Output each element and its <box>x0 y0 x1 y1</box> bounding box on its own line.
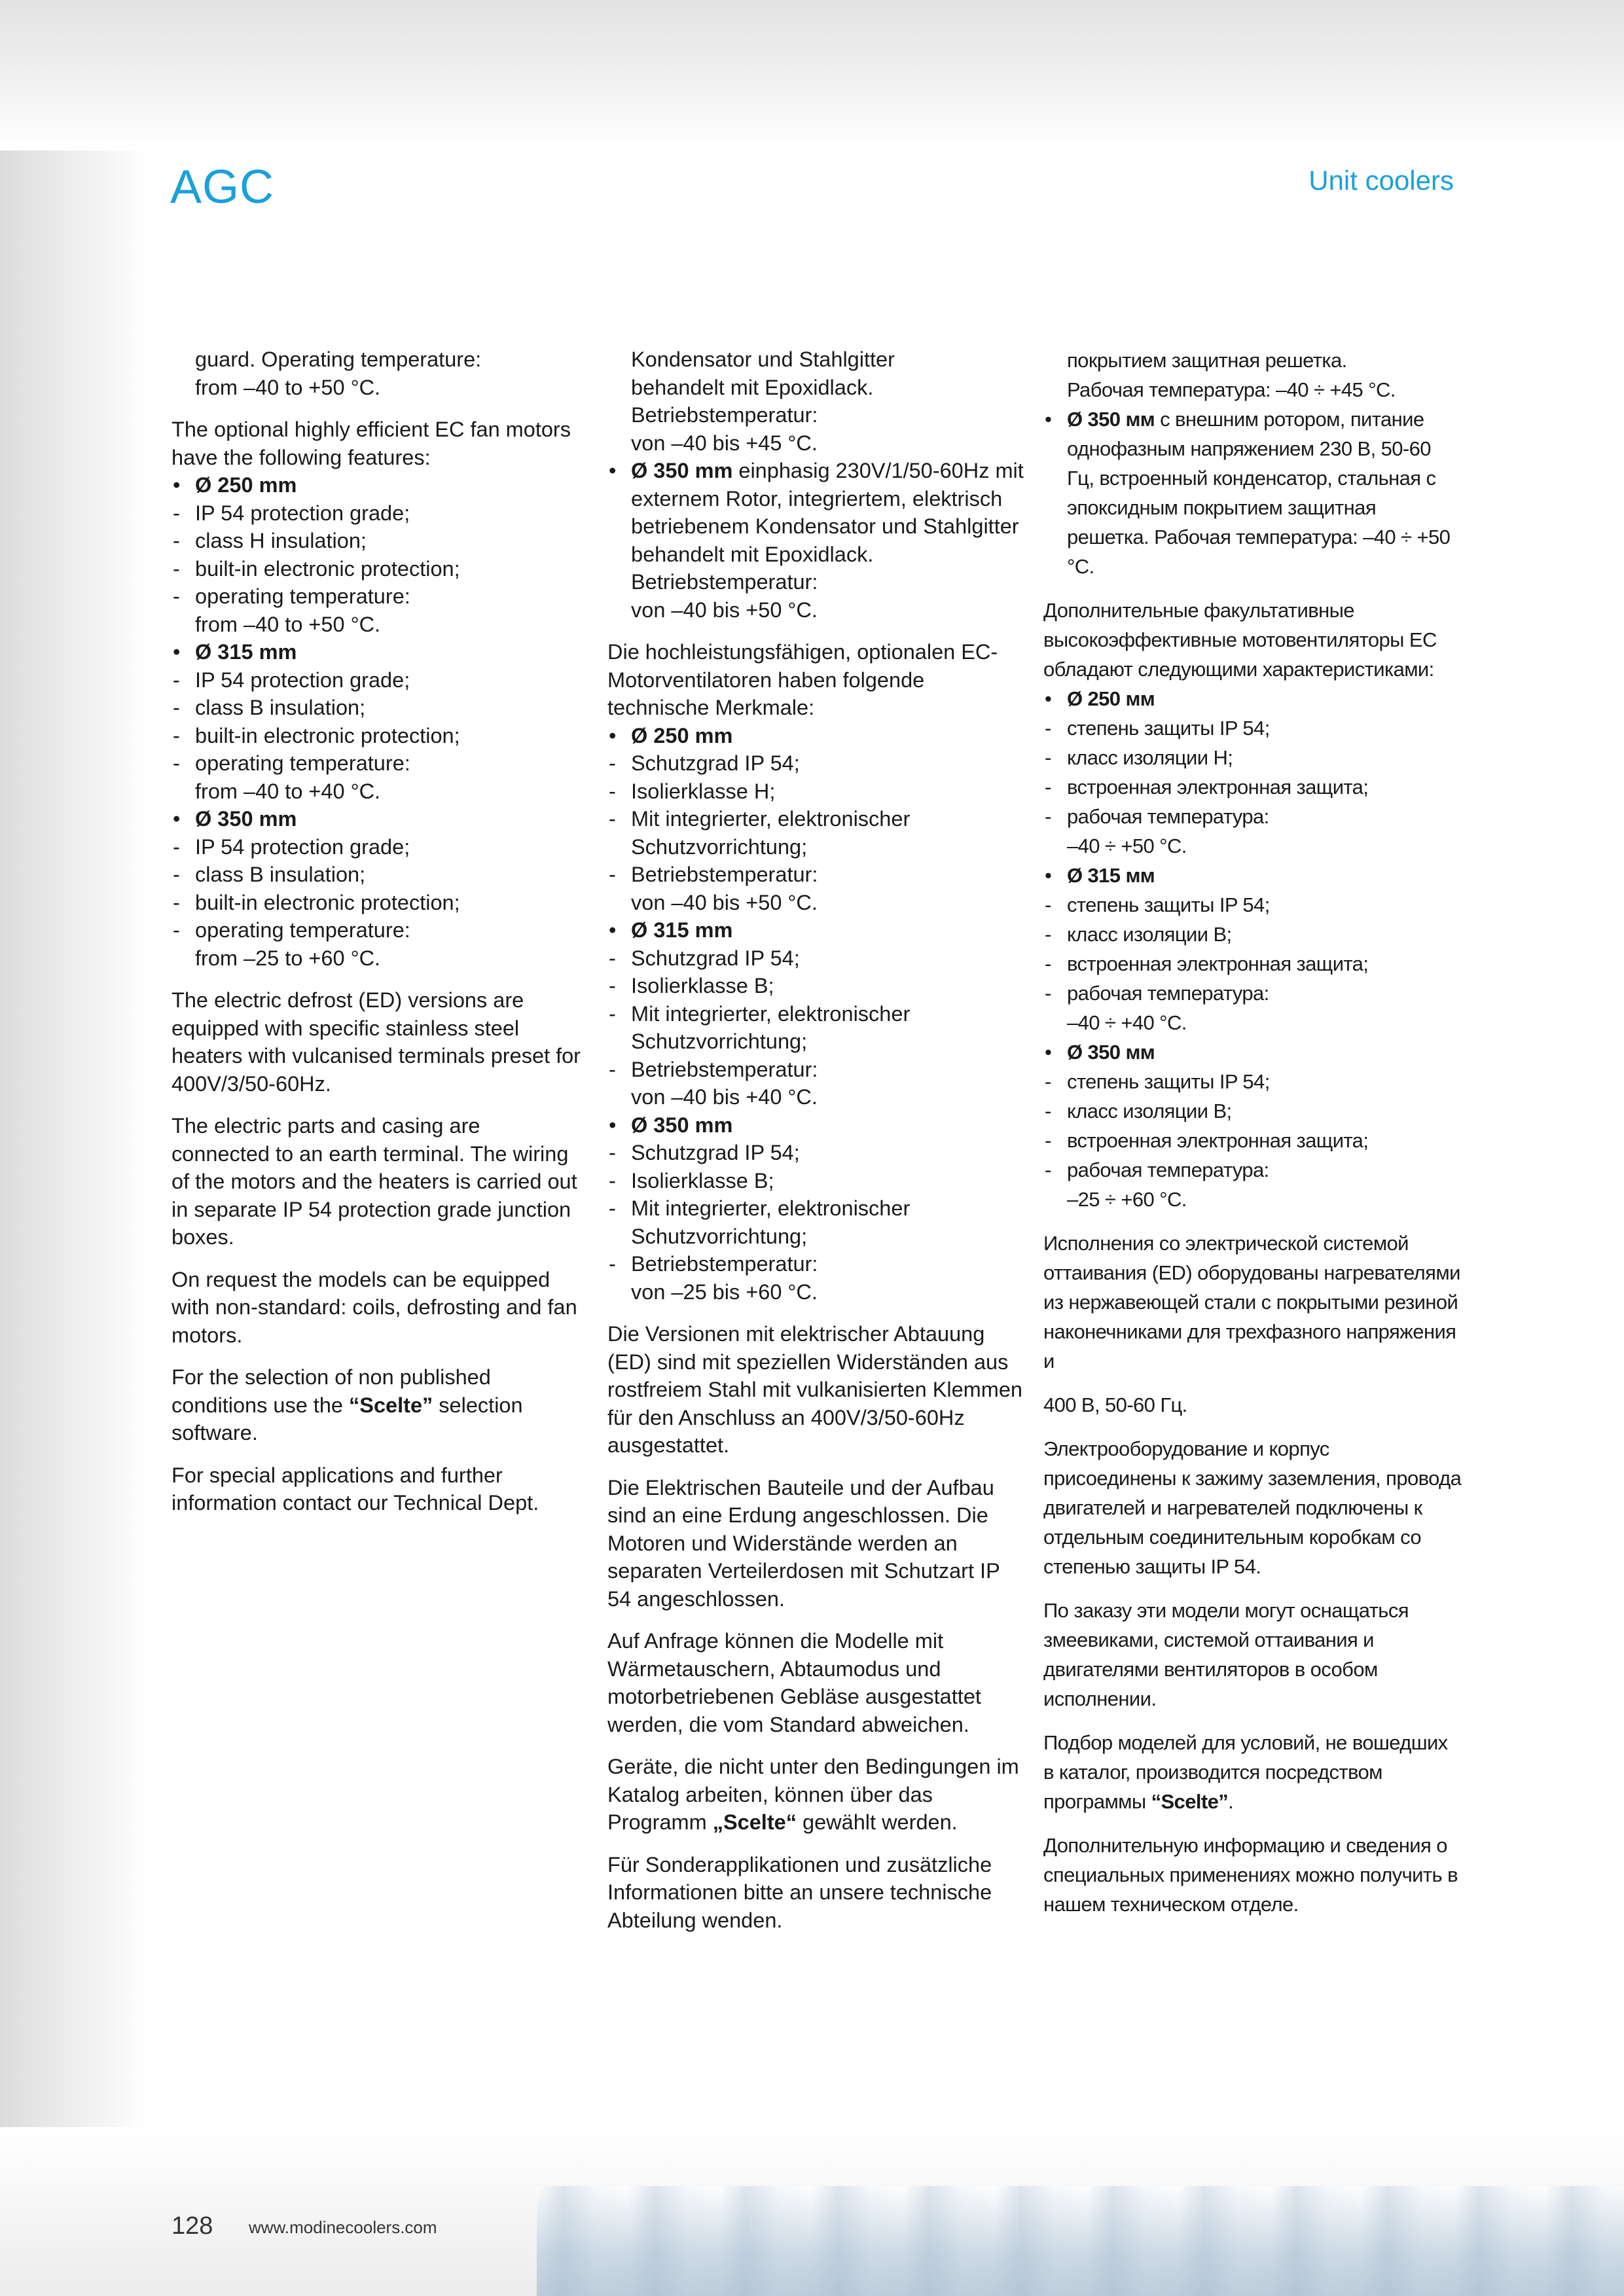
features-intro: Дополнительные факультативные высокоэффективные мотовентиляторы EC обладают следующими характеристиками: <box>1043 599 1437 681</box>
page-shadow-top <box>0 0 1624 151</box>
list-item: - Isolierklasse B; <box>607 1167 1026 1195</box>
features-intro: Die hochleistungsfähigen, optionalen EC-Motorventilatoren haben folgende technische Merkmale: <box>607 640 998 719</box>
list-item: • Ø 350 mm <box>171 805 584 833</box>
list-item: - встроенная электронная защита; <box>1043 949 1462 978</box>
list-item: • Ø 350 mm einphasig 230V/1/50-60Hz mit externem Rotor, integriertem, elektrisch betriebenem Kondensator und Stahlgitter behandelt mit Epoxidlack. Betriebstemperatur: von –40 bis +50 °C. <box>607 457 1026 624</box>
list-item: - класс изоляции B; <box>1043 1096 1462 1126</box>
list-item: • Ø 250 mm <box>607 722 1026 750</box>
page-title: AGC <box>170 161 275 213</box>
list-item: - Mit integrierter, elektronischer Schutzvorrichtung; <box>607 1000 1026 1056</box>
list-item: - class B insulation; <box>171 861 584 889</box>
paragraph-request: Auf Anfrage können die Modelle mit Wärmetauschern, Abtaumodus und motorbetriebenen Gebläse ausgestattet werden, die vom Standard abweichen. <box>607 1629 981 1736</box>
list-item: - IP 54 protection grade; <box>171 666 584 694</box>
list-item: - встроенная электронная защита; <box>1043 772 1462 802</box>
list-item: • Ø 250 мм <box>1043 684 1462 713</box>
list-item: - Schutzgrad IP 54; <box>607 944 1026 973</box>
list-item: - built-in electronic protection; <box>171 889 584 917</box>
list-item: - Mit integrierter, elektronischer Schutzvorrichtung; <box>607 1194 1026 1250</box>
paragraph-request: По заказу эти модели могут оснащаться змеевиками, системой оттаивания и двигателями вентиляторов в особом исполнении. <box>1043 1599 1409 1710</box>
list-item: - Isolierklasse H; <box>607 778 1026 806</box>
footer-url: www.modinecoolers.com <box>249 2217 437 2237</box>
column-german <box>607 346 1026 1948</box>
list-item: • Ø 315 мм <box>1043 861 1462 890</box>
list-item: - рабочая температура: –40 ÷ +40 °C. <box>1043 978 1462 1037</box>
features-intro: The optional highly efficient EC fan motors have the following features: <box>171 418 571 469</box>
list-item: • Ø 350 mm <box>607 1111 1026 1139</box>
continuation-text: Kondensator und Stahlgitter behandelt mit Epoxidlack. Betriebstemperatur: von –40 bis +45 °C. <box>631 348 895 455</box>
list-item: - класс изоляции H; <box>1043 743 1462 772</box>
paragraph-selection: Geräte, die nicht unter den Bedingungen im Katalog arbeiten, können über das Programm „Scelte“ gewählt werden. <box>607 1755 1019 1834</box>
list-item: • Ø 315 mm <box>171 638 584 666</box>
list-item: • Ø 350 мм <box>1043 1037 1462 1067</box>
list-item: - built-in electronic protection; <box>171 722 584 750</box>
fan-motor-list <box>1043 684 1462 1214</box>
paragraph-request: On request the models can be equipped with non-standard: coils, defrosting and fan motors. <box>171 1267 577 1347</box>
paragraph-special: For special applications and further information contact our Technical Dept. <box>171 1463 539 1515</box>
list-item: - класс изоляции B; <box>1043 920 1462 949</box>
list-item: - operating temperature: from –40 to +40 °C. <box>171 749 584 805</box>
list-item: • Ø 315 mm <box>607 916 1026 944</box>
list-item: • Ø 250 mm <box>171 471 584 499</box>
paragraph-selection: For the selection of non published conditions use the “Scelte” selection software. <box>171 1365 523 1444</box>
list-item: - Betriebstemperatur: von –25 bis +60 °C. <box>607 1250 1026 1306</box>
paragraph-selection: Подбор моделей для условий, не вошедших в каталог, производится посредством программы “Scelte”. <box>1043 1731 1448 1813</box>
list-item: - IP 54 protection grade; <box>171 499 584 528</box>
list-item: - class H insulation; <box>171 527 584 555</box>
list-item: - степень защиты IP 54; <box>1043 713 1462 743</box>
list-item: - Betriebstemperatur: von –40 bis +50 °C. <box>607 861 1026 916</box>
list-item: - operating temperature: from –40 to +50 °C. <box>171 583 584 638</box>
list-item: - степень защиты IP 54; <box>1043 1067 1462 1096</box>
list-item: - class B insulation; <box>171 694 584 722</box>
motor-350-list <box>607 457 1026 624</box>
paragraph-earth: The electric parts and casing are connected to an earth terminal. The wiring of the motors and the heaters is carried out in separate IP 54 protection grade junction boxes. <box>171 1114 577 1249</box>
paragraph-special: Für Sonderapplikationen und zusätzliche Informationen bitte an unsere technische Abteilung wenden. <box>607 1852 992 1932</box>
section-category: Unit coolers <box>1308 165 1454 196</box>
list-item: - степень защиты IP 54; <box>1043 890 1462 920</box>
list-item: - operating temperature: from –25 to +60 °C. <box>171 916 584 972</box>
footer-background-photo <box>537 2186 1624 2296</box>
list-item: • Ø 350 мм с внешним ротором, питание однофазным напряжением 230 В, 50-60 Гц, встроенный конденсатор, стальная с эпоксидным покрытием защитная решетка. Рабочая температура: –40 ÷ +50 °C. <box>1043 404 1462 581</box>
list-item: - Betriebstemperatur: von –40 bis +40 °C. <box>607 1056 1026 1111</box>
column-russian <box>1043 346 1462 1933</box>
column-english <box>171 346 584 1532</box>
list-item: - built-in electronic protection; <box>171 555 584 583</box>
motor-350-list <box>1043 404 1462 581</box>
continuation-text: guard. Operating temperature: from –40 to +50 °C. <box>195 348 482 399</box>
paragraph-defrost: The electric defrost (ED) versions are equipped with specific stainless steel heaters with vulcanised terminals preset for 400V/3/50-60Hz. <box>171 988 581 1096</box>
list-item: - Schutzgrad IP 54; <box>607 749 1026 778</box>
paragraph-defrost: Исполнения со электрической системой оттаивания (ED) оборудованы нагревателями из нержавеющей стали с покрытыми резиной наконечниками для трехфазного напряжения и <box>1043 1232 1460 1372</box>
list-item: - рабочая температура: –40 ÷ +50 °C. <box>1043 802 1462 861</box>
paragraph-earth: Die Elektrischen Bauteile und der Aufbau sind an eine Erdung angeschlossen. Die Motoren und Widerstände werden an separaten Verteilerdosen mit Schutzart IP 54 angeschlossen. <box>607 1475 1000 1611</box>
page-shadow-left <box>0 0 151 2296</box>
paragraph-special: Дополнительную информацию и сведения о специальных применениях можно получить в нашем техническом отделе. <box>1043 1834 1458 1916</box>
list-item: - Isolierklasse B; <box>607 972 1026 1000</box>
list-item: - встроенная электронная защита; <box>1043 1126 1462 1155</box>
list-item: - рабочая температура: –25 ÷ +60 °C. <box>1043 1155 1462 1214</box>
list-item: - Mit integrierter, elektronischer Schutzvorrichtung; <box>607 805 1026 861</box>
list-item: - IP 54 protection grade; <box>171 833 584 861</box>
fan-motor-list <box>607 722 1026 1306</box>
fan-motor-list <box>171 471 584 972</box>
paragraph-voltage: 400 В, 50-60 Гц. <box>1043 1393 1187 1416</box>
paragraph-defrost: Die Versionen mit elektrischer Abtauung (ED) sind mit speziellen Widerständen aus rostfreiem Stahl mit vulkanisierten Klemmen für den Anschluss an 400V/3/50-60Hz ausgestattet. <box>607 1322 1022 1457</box>
paragraph-earth: Электрооборудование и корпус присоединены к зажиму заземления, провода двигателей и нагревателей подключены к отдельным соединительным коробкам со степенью защиты IP 54. <box>1043 1437 1462 1578</box>
list-item: - Schutzgrad IP 54; <box>607 1139 1026 1167</box>
continuation-text: покрытием защитная решетка. Рабочая температура: –40 ÷ +45 °C. <box>1067 349 1396 401</box>
page-number: 128 <box>171 2212 213 2240</box>
